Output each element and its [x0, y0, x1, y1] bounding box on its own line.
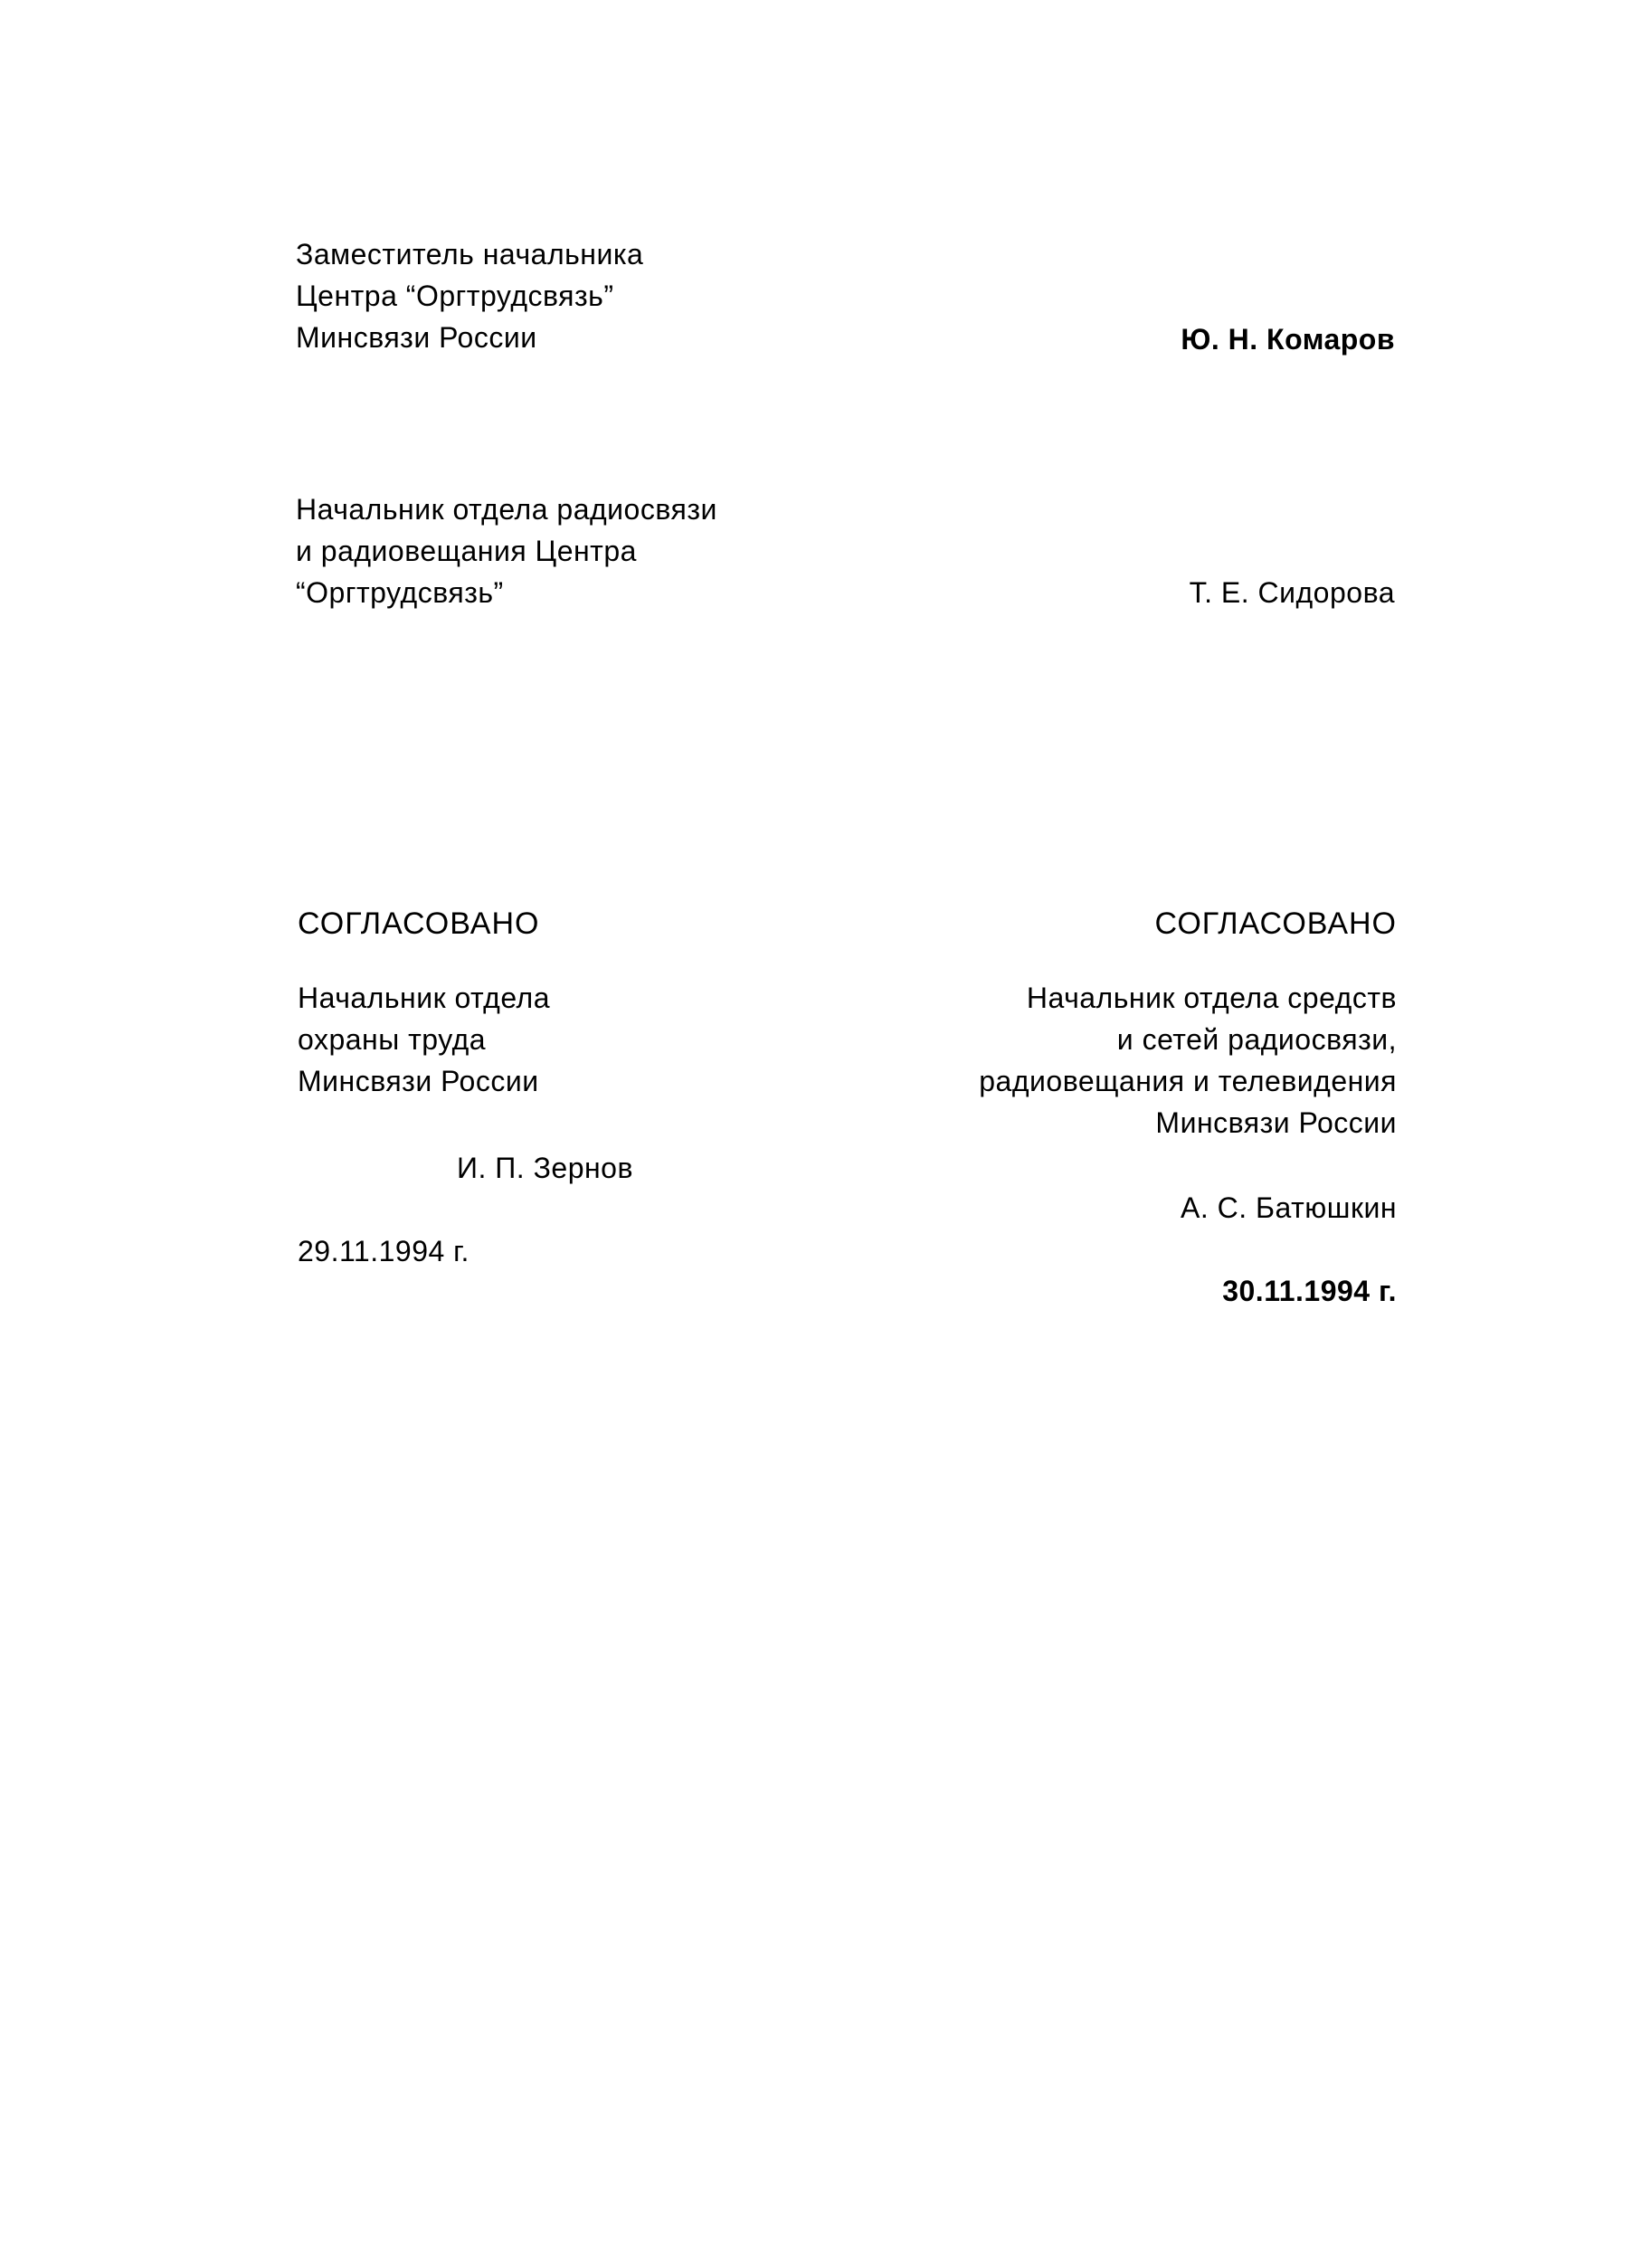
- approval-left-position-line-2: охраны труда: [298, 1023, 487, 1056]
- approval-right-position-line-1: Начальник отдела средств: [1026, 982, 1397, 1014]
- approval-left-position-line-3: Минсвязи России: [298, 1065, 539, 1097]
- approval-left-date: 29.11.1994 г.: [298, 1235, 470, 1267]
- signatory-1-position-line-2: Центра “Оргтрудсвязь”: [296, 280, 614, 312]
- approval-right-date: 30.11.1994 г.: [1222, 1275, 1397, 1307]
- approval-left-heading: СОГЛАСОВАНО: [298, 906, 540, 941]
- signatory-1-position-line-3: Минсвязи России: [296, 321, 537, 354]
- approval-left-position-line-1: Начальник отдела: [298, 982, 551, 1014]
- signatory-2-position-line-1: Начальник отдела радиосвязи: [296, 493, 717, 526]
- signatory-2-position-line-2: и радиовещания Центра: [296, 535, 637, 567]
- signatory-2-position-line-3: “Оргтрудсвязь”: [296, 576, 504, 609]
- approval-right-position-line-3: радиовещания и телевидения: [979, 1065, 1397, 1097]
- approval-left-name: И. П. Зернов: [457, 1152, 633, 1184]
- signatory-1-name: Ю. Н. Комаров: [1181, 323, 1395, 356]
- approval-right-name: А. С. Батюшкин: [1181, 1191, 1397, 1224]
- signatory-1-position-line-1: Заместитель начальника: [296, 238, 644, 270]
- approval-right-position-line-4: Минсвязи России: [1155, 1106, 1397, 1139]
- signatory-2-name: Т. Е. Сидорова: [1189, 576, 1395, 609]
- approval-right-position-line-2: и сетей радиосвязи,: [1116, 1023, 1397, 1056]
- approval-right-heading: СОГЛАСОВАНО: [1154, 906, 1397, 941]
